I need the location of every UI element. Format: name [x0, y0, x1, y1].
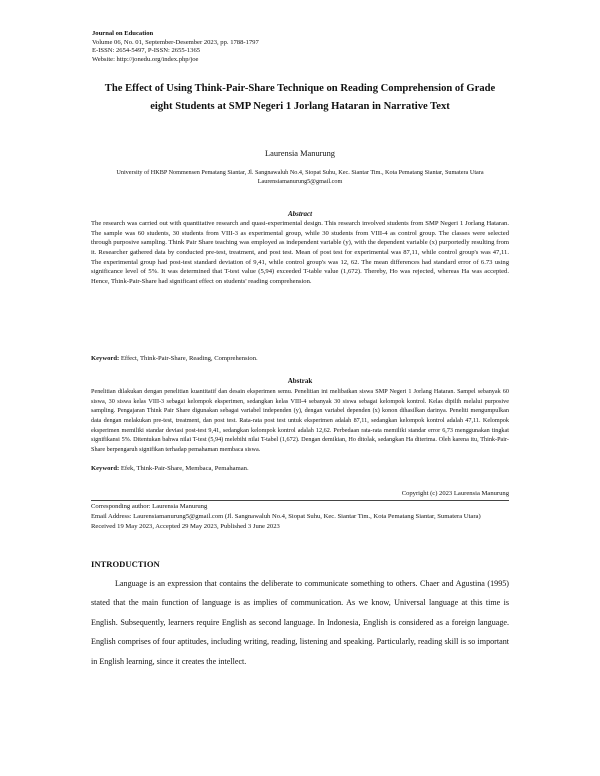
keywords-label: Keyword: [91, 355, 120, 362]
keywords-id-values: Efek, Think-Pair-Share, Membaca, Pemahaman. [120, 465, 249, 472]
abstract-heading: Abstract [287, 210, 313, 218]
correspondence-email: Email Address: Laurensiamanurung5@gmail.com (Jl. Sangnawaluh No.4, Siopat Suhu, Kec. Siantar Tim., Kota Pematang Siantar, Sumatera Utara) [91, 513, 481, 520]
author-name: Laurensia Manurung [264, 149, 335, 158]
author-email: Laurensiamanurung5@gmail.com [257, 178, 343, 186]
journal-volume: Volume 06, No. 01, September-Desember 2023, pp. 1788-1797 [92, 38, 259, 46]
corresponding-author: Corresponding author: Laurensia Manurung [91, 503, 208, 510]
keywords [91, 355, 509, 362]
abstrak-text: Penelitian dilakukan dengan penelitian kuantitatif dan desain eksperimen semu. Penelitian ini melibatkan siswa SMP Negeri 1 Jorlang Hataran. Sampel sebanyak 60 siswa, 30 siswa kelas VIII-3 sebagai kelompok eksperimen, sedangkan kelas VIII-4 sebanyak 30 siswa sebagai kelompok kontrol. Kelas dipilih melalui purposive sampling. Pengajaran Think Pair Share digunakan sebagai variabel independen (y), dengan variabel dependen (x) konon dihasilkan darinya. Peneliti mengumpulkan data dengan melakukan pre-test, treatment, dan post test. Rata-rata post test untuk eksperimen adalah 87,11, sedangkan kelompok kontrol adalah 47,11. Kelompok eksperimen memiliki standar deviasi post-test 9,41, sedangkan kelompok kontrol adalah 12,62. Perbedaan rata-rata memiliki standar error 6,73 menggunakan tingkat signifikansi 5%. Ditentukan bahwa nilai T-test (5,94) melebihi nilai T-tabel (1,672). Dengan demikian, Ho ditolak, sedangkan Ha diterima. Oleh karena itu, Think-Pair-Share berpengaruh signifikan terhadap pemahaman membaca siswa. [91, 388, 509, 453]
abstract-text: The research was carried out with quantitative research and quasi-experimental design. This research involved students from SMP Negeri 1 Jorlang Hataran. The sample was 60 students, 30 students from VIII-3 as experimental group, while 30 students from VIII-4 as control group. The classes were selected through purposive sampling. Think Pair Share teaching was employed as independent variable (y), with the dependent variable (x) purportedly resulting from it. Researcher gathered data by conducted pre-test, treatment, and post test. Mean of post test for experimental was 87,11, while control group's was 47,11. The experimental group had post-test standard deviation of 9,41, while control group's was 12, 62. The mean differences had standard error of 6.73 using significance level of 5%. It was determined that T-test value (5,94) exceeded T-table value (1,672). Thereby, Ho was rejected, whereas Ha was accepted. Hence, Think-Pair-Share had significant effect on students' reading comprehension. [91, 220, 509, 285]
introduction-paragraph: Language is an expression that contains the deliberate to communicate something to others. Chaer and Agustina (1995) stated that the main function of language is as implies of communication. As we know, Universal language at this time is English. Subsequently, learners require English as second language. In Indonesia, English is considered as a foreign language. English comprises of four aptitudes, including writing, reading, listening and speaking. Particularly, reading skill is so important in English learning, since it creates the intellect. [91, 579, 509, 666]
keywords-values: Effect, Think-Pair-Share, Reading, Comprehension. [120, 355, 258, 362]
affiliation [86, 168, 514, 186]
correspondence-block [91, 502, 511, 532]
journal-issn: E-ISSN: 2654-5497, P-ISSN: 2655-1365 [92, 47, 201, 55]
paper-title: The Effect of Using Think-Pair-Share Technique on Reading Comprehension of Grade eight Students at SMP Negeri 1 Jorlang Hataran in Narrative Text [104, 83, 496, 112]
keywords-id-label: Keyword: [91, 465, 120, 472]
abstrak-heading: Abstrak [287, 377, 313, 385]
copyright-notice: Copyright (c) 2023 Laurensia Manurung [401, 490, 509, 497]
keywords-id [91, 465, 509, 472]
journal-name: Journal on Education [92, 30, 154, 37]
affiliation-address: University of HKBP Nommensen Pematang Siantar, Jl. Sangnawaluh No.4, Siopat Suhu, Kec. Siantar Tim., Kota Pematang Siantar, Sumatera Utara [116, 169, 484, 176]
journal-header [92, 30, 259, 64]
publication-dates: Received 19 May 2023, Accepted 29 May 2023, Published 3 June 2023 [91, 523, 280, 530]
journal-website: Website: http://jonedu.org/index.php/joe [92, 55, 199, 63]
divider [91, 500, 509, 501]
introduction-heading: INTRODUCTION [91, 559, 160, 569]
